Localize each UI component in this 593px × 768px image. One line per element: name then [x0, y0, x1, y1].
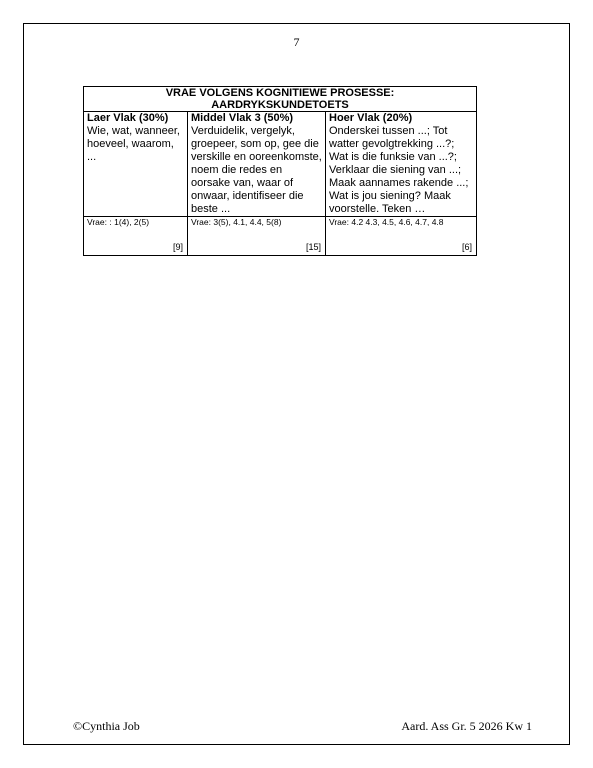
level-description: Verduidelik, vergelyk, groepeer, som op, gee die verskille en ooreenkomste, noem die redes en oorsake van, waar of onwaar, identifiseer die beste ...	[191, 125, 322, 215]
table-title	[84, 87, 477, 112]
questions-list: Vrae: 3(5), 4.1, 4.4, 5(8)	[191, 217, 282, 227]
marks-total: [15]	[305, 242, 321, 252]
level-cell-middle	[188, 112, 326, 217]
footer-copyright: ©Cynthia Job	[73, 719, 140, 733]
questions-cell-high	[326, 217, 477, 256]
level-heading: Laer Vlak (30%)	[87, 112, 169, 124]
level-description: Wie, wat, wanneer, hoeveel, waarom, ...	[87, 125, 180, 163]
cognitive-processes-table	[83, 86, 477, 256]
marks-total: [9]	[172, 242, 183, 252]
level-heading: Hoer Vlak (20%)	[329, 112, 413, 124]
level-description: Onderskei tussen ...; Tot watter gevolgtrekking ...?; Wat is die funksie van ...?; Verklaar die siening van ...; Maak aannames rakende ...; Wat is jou siening? Maak voorstelle. Teken …	[329, 125, 469, 215]
questions-list: Vrae: 4.2 4.3, 4.5, 4.6, 4.7, 4.8	[329, 217, 444, 227]
questions-cell-middle	[188, 217, 326, 256]
questions-cell-low	[84, 217, 188, 256]
level-cell-high	[326, 112, 477, 217]
questions-list: Vrae: : 1(4), 2(5)	[87, 217, 150, 227]
level-cell-low	[84, 112, 188, 217]
table-title-line-1: VRAE VOLGENS KOGNITIEWE PROSESSE:	[165, 87, 395, 99]
page-number: 7	[293, 35, 300, 49]
level-heading: Middel Vlak 3 (50%)	[191, 112, 294, 124]
footer-document-id: Aard. Ass Gr. 5 2026 Kw 1	[401, 719, 532, 733]
table-title-line-2: AARDRYKSKUNDETOETS	[211, 99, 349, 111]
marks-total: [6]	[461, 242, 472, 252]
